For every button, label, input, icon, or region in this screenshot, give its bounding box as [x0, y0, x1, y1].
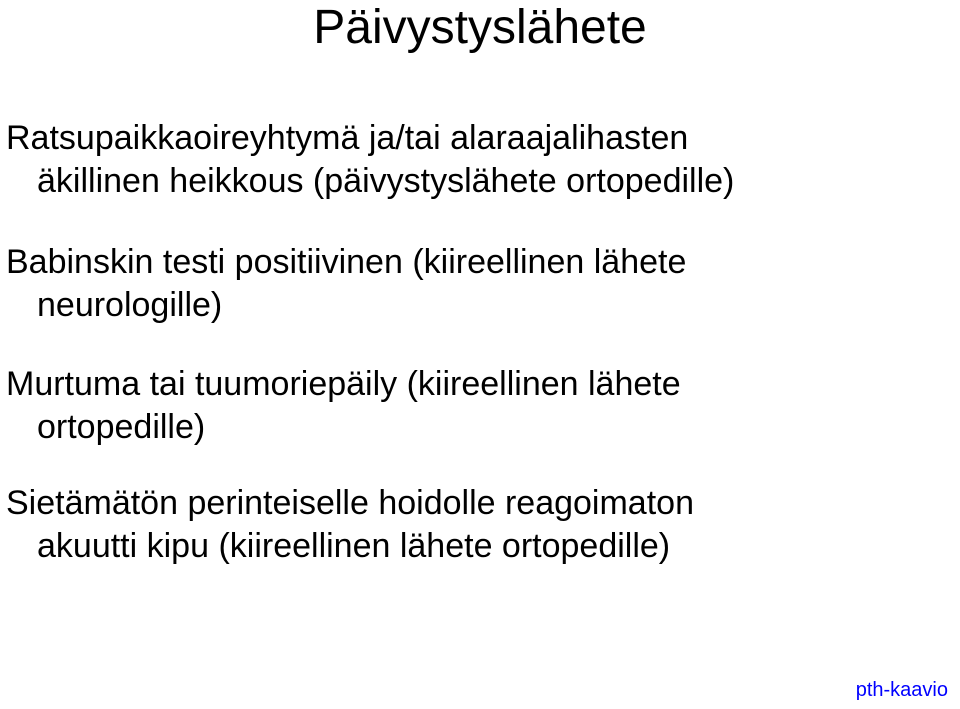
list-item-line: akuutti kipu (kiireellinen lähete ortopedille): [37, 527, 671, 565]
list-item-line: äkillinen heikkous (päivystyslähete ortopedille): [37, 162, 735, 200]
list-item: [6, 363, 956, 449]
list-item-line: Sietämätön perinteiselle hoidolle reagoimaton: [6, 484, 694, 522]
list-item-line: neurologille): [37, 286, 223, 324]
list-item: [6, 241, 956, 327]
list-item-line: Ratsupaikkaoireyhtymä ja/tai alaraajalihasten: [6, 119, 689, 157]
list-item: [6, 482, 956, 568]
slide-title: Päivystyslähete: [313, 1, 647, 54]
list-item-line: Babinskin testi positiivinen (kiireellinen lähete: [6, 243, 687, 281]
list-item-line: Murtuma tai tuumoriepäily (kiireellinen lähete: [6, 365, 681, 403]
pth-kaavio-link[interactable]: pth-kaavio: [855, 679, 948, 701]
list-item-line: ortopedille): [37, 408, 206, 446]
list-item: [6, 117, 956, 203]
